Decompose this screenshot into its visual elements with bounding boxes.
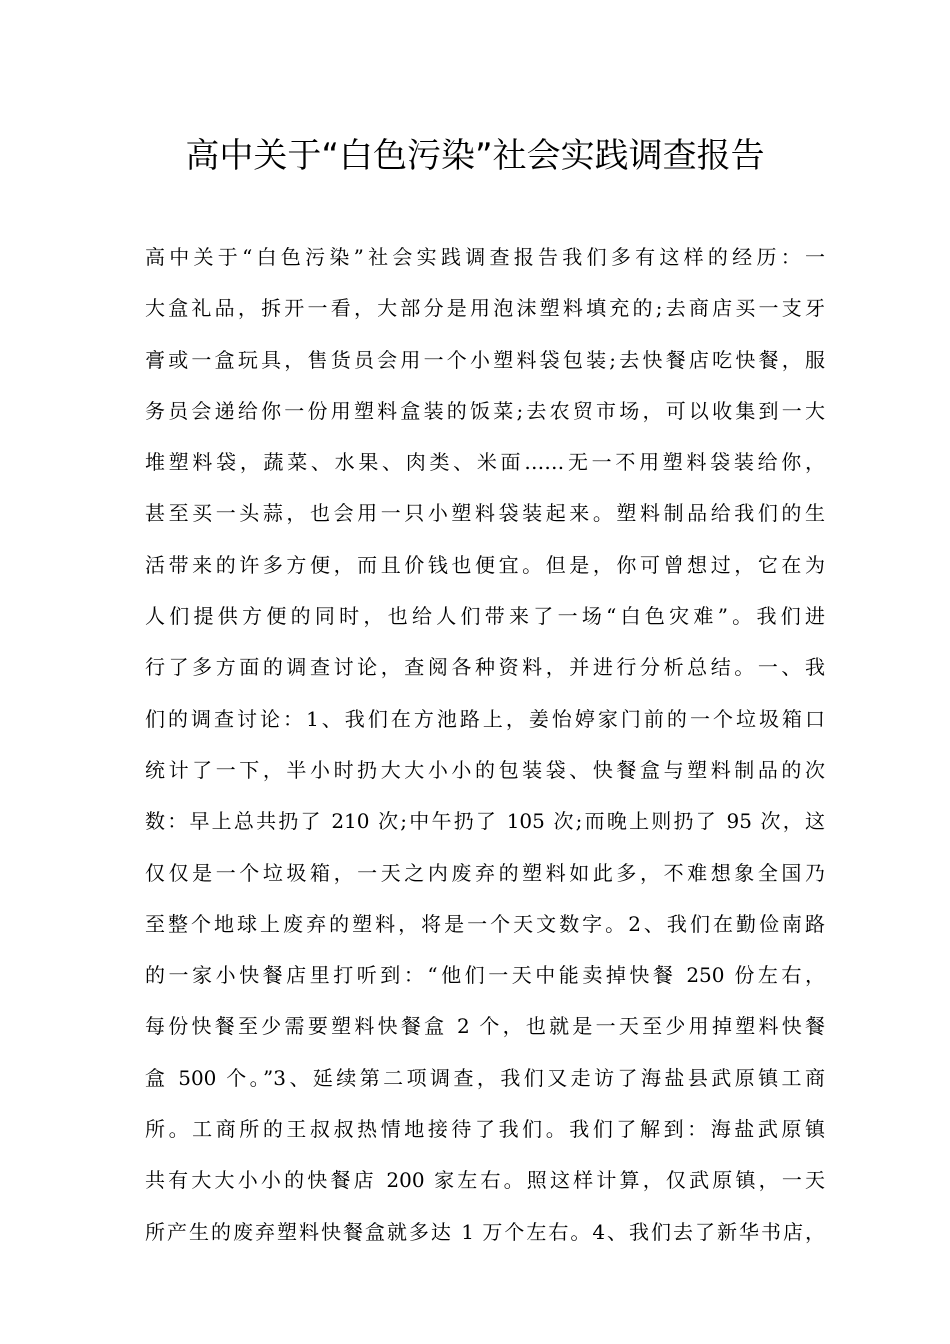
body-line: 盒 500 个。”3、延续第二项调查，我们又走访了海盐县武原镇工商 bbox=[145, 1065, 825, 1090]
document-body bbox=[145, 232, 825, 1258]
body-line: 每份快餐至少需要塑料快餐盒 2 个，也就是一天至少用掉塑料快餐 bbox=[145, 1014, 825, 1039]
body-line: 统计了一下，半小时扔大大小小的包装袋、快餐盒与塑料制品的次 bbox=[145, 757, 825, 782]
body-line: 甚至买一头蒜，也会用一只小塑料袋装起来。塑料制品给我们的生 bbox=[145, 501, 825, 526]
body-line: 数：早上总共扔了 210 次;中午扔了 105 次;而晚上则扔了 95 次，这 bbox=[145, 809, 825, 834]
body-line: 所产生的废弃塑料快餐盒就多达 1 万个左右。4、我们去了新华书店， bbox=[145, 1219, 825, 1244]
body-line: 共有大大小小的快餐店 200 家左右。照这样计算，仅武原镇，一天 bbox=[145, 1168, 825, 1193]
body-line: 仅仅是一个垃圾箱，一天之内废弃的塑料如此多，不难想象全国乃 bbox=[145, 860, 825, 885]
body-line: 所。工商所的王叔叔热情地接待了我们。我们了解到：海盐武原镇 bbox=[145, 1117, 825, 1142]
body-line: 活带来的许多方便，而且价钱也便宜。但是，你可曾想过，它在为 bbox=[145, 552, 825, 577]
body-line: 务员会递给你一份用塑料盒装的饭菜;去农贸市场，可以收集到一大 bbox=[145, 398, 825, 423]
body-line: 高中关于“白色污染”社会实践调查报告我们多有这样的经历：一 bbox=[145, 245, 825, 269]
body-line: 人们提供方便的同时，也给人们带来了一场“白色灾难”。我们进 bbox=[145, 604, 825, 629]
body-line: 行了多方面的调查讨论，查阅各种资料，并进行分析总结。一、我 bbox=[145, 655, 825, 680]
body-line: 们的调查讨论：1、我们在方池路上，姜怡婷家门前的一个垃圾箱口 bbox=[145, 706, 825, 731]
document-title: 高中关于“白色污染”社会实践调查报告 bbox=[185, 136, 765, 176]
body-line: 膏或一盒玩具，售货员会用一个小塑料袋包装;去快餐店吃快餐，服 bbox=[145, 347, 825, 372]
body-line: 的一家小快餐店里打听到：“他们一天中能卖掉快餐 250 份左右， bbox=[145, 963, 825, 988]
body-line: 堆塑料袋，蔬菜、水果、肉类、米面……无一不用塑料袋装给你， bbox=[145, 450, 825, 475]
body-line: 大盒礼品，拆开一看，大部分是用泡沫塑料填充的;去商店买一支牙 bbox=[145, 296, 825, 321]
body-line: 至整个地球上废弃的塑料，将是一个天文数字。2、我们在勤俭南路 bbox=[145, 911, 825, 936]
